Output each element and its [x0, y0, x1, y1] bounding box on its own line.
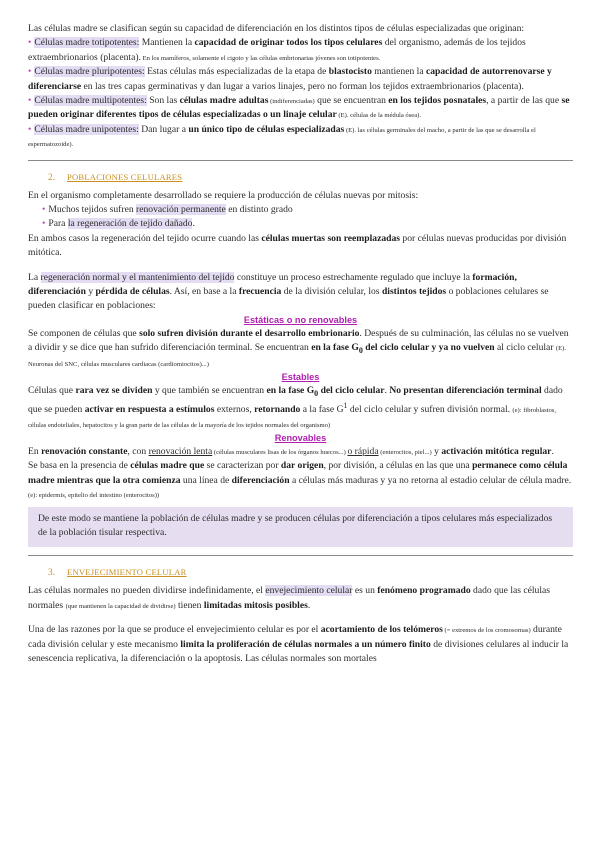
paragraph: Se basa en la presencia de células madre que se caracterizan por dar origen, por división, a células en las que una permanece como célula madre mientras que la otra comienza una línea de diferenciación a células más maduras y ya no retorna al estadio celular de célula madre. (e): epidermis, epitelio del intestino (enterocitos))	[28, 460, 572, 500]
section-heading-envejecimiento: 3. ENVEJECIMIENTO CELULAR	[48, 567, 187, 579]
bullet-icon: •	[28, 123, 32, 135]
list-item-totipotentes: • Células madre totipotentes: Mantienen la capacidad de originar todos los tipos celulares del organismo, además de los tejidos extraembrionarios (placenta). En los mamíferos, solamente el cigoto y las células embrionarias jóvenes son totipotentes.	[28, 37, 526, 63]
list-item: • Para la regeneración de tejido dañado.	[42, 218, 195, 230]
highlight-box: De este modo se mantiene la población de células madre y se producen células por diferenciación a tipos celulares más especializados de la población tisular respectiva.	[28, 507, 573, 548]
paragraph: En el organismo completamente desarrollado se requiere la producción de células nuevas por mitosis:	[28, 189, 419, 201]
bullet-icon: •	[28, 94, 32, 106]
list-item-pluripotentes: • Células madre pluripotentes: Estas células más especializadas de la etapa de blastocisto mantienen la capacidad de autorrenovarse y diferenciarse en las tres capas germinativas y dan lugar a varios linajes, pero no forman los tejidos extraembrionarios (placenta).	[28, 66, 552, 92]
bullet-icon: •	[28, 37, 32, 49]
subheading-estaticas: Estáticas o no renovables	[243, 314, 358, 325]
subheading-renovables: Renovables	[274, 433, 327, 444]
bullet-icon: •	[42, 218, 46, 230]
list-item-unipotentes: • Células madre unipotentes: Dan lugar a un único tipo de células especializadas (E). las células germinales del macho, a partir de las que se desarrolla el espermatozoide).	[28, 123, 536, 149]
list-item-multipotentes: • Células madre multipotentes: Son las células madre adultas (indiferenciadas) que se encuentran en los tejidos posnatales, a partir de las que se pueden originar diferentes tipos de células especializadas o un linaje celular (E). células de la médula ósea).	[28, 94, 570, 121]
section-divider	[28, 160, 573, 161]
bullet-icon: •	[28, 66, 32, 78]
subheading-estables: Estables	[281, 372, 320, 383]
paragraph: Una de las razones por la que se produce el envejecimiento celular es por el acortamiento de los telómeros (= extremos de los cromosomas) durante cada división celular y este mecanismo limita la proliferación de células normales a un número finito de divisiones celulares al inducir la senescencia replicativa, la diferenciación o la apoptosis. Las células normales son mortales	[28, 624, 569, 664]
paragraph: En renovación constante, con renovación lenta (células musculares lisas de los órganos huecos...) o rápida (enterocitos, piel...) y activación mitótica regular.	[28, 445, 554, 457]
paragraph: En ambos casos la regeneración del tejido ocurre cuando las células muertas son reemplazadas por células nuevas producidas por división mitótica.	[28, 232, 567, 259]
paragraph: Se componen de células que solo sufren división durante el desarrollo embrionario. Después de su culminación, las células no se vuelven a dividir y se dice que han sufrido diferenciación terminal. Se encuentran en la fase $G_0$ del ciclo celular y ya no vuelven al ciclo celular (E). Neuronas del SNC, células musculares cardiacas (cardiomiocitos)...)	[28, 327, 569, 368]
bullet-icon: •	[42, 204, 46, 216]
section-heading-poblaciones: 2. POBLACIONES CELULARES	[48, 171, 183, 183]
paragraph: La regeneración normal y el mantenimiento del tejido constituye un proceso estrechamente regulado que incluye la formación, diferenciación y pérdida de células. Así, en base a la frecuencia de la división celular, los distintos tejidos o poblaciones celulares se pueden clasificar en poblaciones:	[28, 271, 549, 312]
paragraph: Las células normales no pueden dividirse indefinidamente, el envejecimiento celular es un fenómeno programado dado que las células normales (que mantienen la capacidad de dividirse) tienen limitadas mitosis posibles.	[28, 585, 551, 611]
section-divider	[28, 555, 573, 556]
paragraph: Células que rara vez se dividen y que también se encuentran en la fase $G_0$ del ciclo celular. No presentan diferenciación terminal dado que se pueden activar en respuesta a estímulos externos, retornando a la fase $G^1$ del ciclo celular y sufren división normal. (e): fibroblastos, células endoteliales, hepatocitos y la gran parte de las células de la mayoría de los tejidos normales del organismo)	[28, 385, 563, 429]
intro-paragraph: Las células madre se clasifican según su capacidad de diferenciación en los distintos tipos de células especializadas que originan:	[28, 23, 525, 34]
list-item: • Muchos tejidos sufren renovación permanente en distinto grado	[42, 204, 293, 216]
